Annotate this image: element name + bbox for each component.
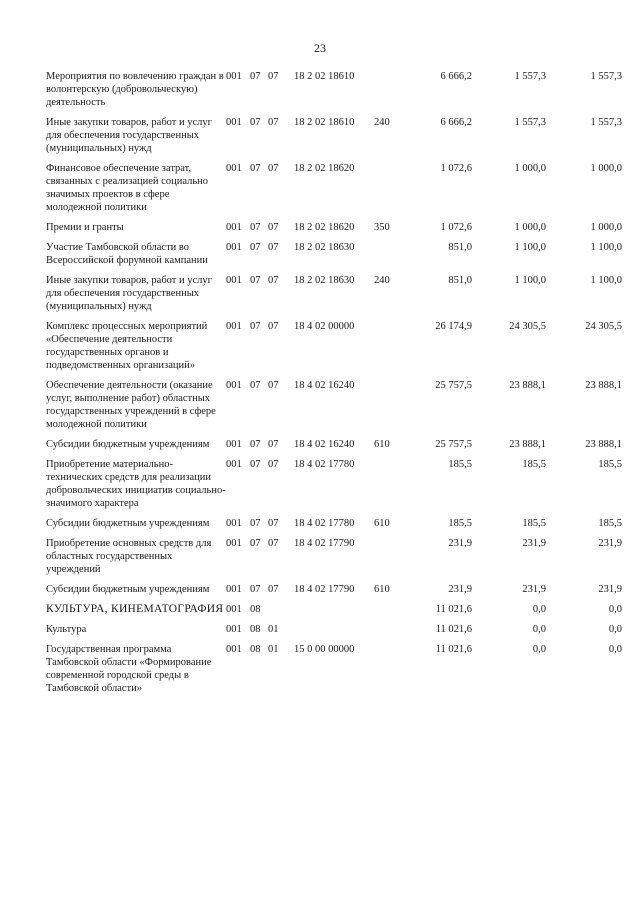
- row-amount-year1: 11 021,6: [435, 644, 472, 655]
- row-amount-year3: 0,0: [608, 624, 622, 635]
- row-ved: 001: [226, 604, 242, 615]
- row-name: Финансовое обеспечение затрат, связанных с реализацией социально значимых проектов в сфере молодежной политики: [46, 163, 208, 213]
- row-pr: 01: [268, 624, 279, 635]
- row-amount-year3: 24 305,5: [585, 321, 622, 332]
- row-vr: 610: [374, 439, 390, 450]
- row-amount-year1: 851,0: [448, 275, 472, 286]
- row-rz: 07: [250, 459, 261, 470]
- row-amount-year1: 11 021,6: [435, 624, 472, 635]
- row-amount-year1: 11 021,6: [435, 604, 472, 615]
- row-amount-year3: 23 888,1: [585, 380, 622, 391]
- row-name: Участие Тамбовской области во Всероссийской форумной кампании: [46, 242, 208, 266]
- row-amount-year3: 1 100,0: [590, 242, 622, 253]
- row-amount-year1: 25 757,5: [435, 439, 472, 450]
- row-amount-year2: 1 000,0: [514, 222, 546, 233]
- row-amount-year1: 1 072,6: [440, 222, 472, 233]
- row-amount-year2: 0,0: [532, 644, 546, 655]
- row-ved: 001: [226, 222, 242, 233]
- row-rz: 08: [250, 644, 261, 655]
- row-name: Государственная программа Тамбовской области «Формирование современной городской среды в Тамбовской области»: [46, 644, 212, 694]
- row-amount-year3: 0,0: [608, 604, 622, 615]
- row-amount-year2: 24 305,5: [509, 321, 546, 332]
- row-pr: 07: [268, 584, 279, 595]
- row-rz: 08: [250, 624, 261, 635]
- row-amount-year3: 0,0: [608, 644, 622, 655]
- row-amount-year2: 23 888,1: [509, 439, 546, 450]
- row-vr: 240: [374, 117, 390, 128]
- row-amount-year2: 1 557,3: [514, 117, 546, 128]
- row-vr: [374, 241, 404, 274]
- table-row: [46, 517, 622, 537]
- row-pr: 07: [268, 518, 279, 529]
- row-rz: 08: [250, 604, 261, 615]
- row-csr: 18 4 02 16240: [294, 380, 355, 391]
- row-rz: 07: [250, 584, 261, 595]
- row-vr: 240: [374, 275, 390, 286]
- row-name: Иные закупки товаров, работ и услуг для обеспечения государственных (муниципальных) нужд: [46, 117, 212, 154]
- row-rz: 07: [250, 439, 261, 450]
- row-ved: 001: [226, 242, 242, 253]
- row-amount-year2: 0,0: [532, 604, 546, 615]
- table-row: [46, 241, 622, 274]
- row-rz: 07: [250, 518, 261, 529]
- table-row: [46, 221, 622, 241]
- row-amount-year3: 185,5: [598, 518, 622, 529]
- row-csr: 18 2 02 18630: [294, 275, 355, 286]
- row-amount-year1: 851,0: [448, 242, 472, 253]
- row-name: Субсидии бюджетным учреждениям: [46, 584, 210, 595]
- row-csr: 18 4 02 17790: [294, 584, 355, 595]
- row-csr: 18 2 02 18610: [294, 117, 355, 128]
- row-amount-year1: 185,5: [448, 518, 472, 529]
- row-rz: 07: [250, 242, 261, 253]
- row-ved: 001: [226, 163, 242, 174]
- row-csr: 18 2 02 18620: [294, 222, 355, 233]
- row-pr: 07: [268, 439, 279, 450]
- row-amount-year2: 185,5: [522, 518, 546, 529]
- table-row: [46, 116, 622, 162]
- row-amount-year1: 185,5: [448, 459, 472, 470]
- row-name: Культура: [46, 624, 87, 635]
- row-csr: 18 4 02 17780: [294, 518, 355, 529]
- table-row: [46, 537, 622, 583]
- row-csr: 18 2 02 18610: [294, 71, 355, 82]
- row-pr: 07: [268, 380, 279, 391]
- row-rz: 07: [250, 538, 261, 549]
- row-csr: 15 0 00 00000: [294, 644, 355, 655]
- row-name: Субсидии бюджетным учреждениям: [46, 518, 210, 529]
- row-vr: 610: [374, 518, 390, 529]
- table-row: [46, 603, 622, 623]
- row-vr: [374, 320, 404, 379]
- row-csr: 18 2 02 18620: [294, 163, 355, 174]
- row-vr: [374, 70, 404, 116]
- table-row: [46, 274, 622, 320]
- row-amount-year3: 185,5: [598, 459, 622, 470]
- row-amount-year1: 25 757,5: [435, 380, 472, 391]
- row-pr: 07: [268, 117, 279, 128]
- row-vr: 350: [374, 222, 390, 233]
- row-pr: 01: [268, 644, 279, 655]
- row-vr: [374, 537, 404, 583]
- row-amount-year3: 23 888,1: [585, 439, 622, 450]
- row-pr: 07: [268, 222, 279, 233]
- row-ved: 001: [226, 644, 242, 655]
- row-rz: 07: [250, 222, 261, 233]
- row-ved: 001: [226, 380, 242, 391]
- row-amount-year1: 231,9: [448, 538, 472, 549]
- row-vr: [374, 162, 404, 221]
- row-csr: 18 4 02 17780: [294, 459, 355, 470]
- row-csr: [294, 623, 374, 643]
- row-vr: [374, 623, 404, 643]
- budget-table-body: [46, 70, 622, 702]
- row-vr: [374, 458, 404, 517]
- row-name: Комплекс процессных мероприятий «Обеспечение деятельности государственных органов и подведомственных организаций»: [46, 321, 208, 371]
- row-pr: 07: [268, 321, 279, 332]
- row-vr: [374, 379, 404, 438]
- budget-table: [46, 70, 622, 702]
- row-amount-year2: 231,9: [522, 584, 546, 595]
- row-ved: 001: [226, 459, 242, 470]
- row-amount-year3: 1 100,0: [590, 275, 622, 286]
- row-amount-year1: 231,9: [448, 584, 472, 595]
- row-amount-year2: 185,5: [522, 459, 546, 470]
- row-rz: 07: [250, 117, 261, 128]
- table-row: [46, 379, 622, 438]
- page-number: 23: [314, 41, 326, 55]
- row-pr: 07: [268, 242, 279, 253]
- row-pr: 07: [268, 538, 279, 549]
- row-amount-year3: 231,9: [598, 538, 622, 549]
- row-amount-year1: 1 072,6: [440, 163, 472, 174]
- row-ved: 001: [226, 439, 242, 450]
- table-row: [46, 643, 622, 702]
- row-name: Иные закупки товаров, работ и услуг для обеспечения государственных (муниципальных) нужд: [46, 275, 212, 312]
- row-ved: 001: [226, 117, 242, 128]
- row-rz: 07: [250, 380, 261, 391]
- row-pr: 07: [268, 163, 279, 174]
- row-ved: 001: [226, 71, 242, 82]
- row-amount-year1: 6 666,2: [440, 71, 472, 82]
- row-name: Приобретение материально-технических средств для реализации добровольческих инициатив социально-значимого характера: [46, 459, 226, 509]
- row-csr: 18 4 02 16240: [294, 439, 355, 450]
- table-row: [46, 70, 622, 116]
- row-name: Мероприятия по вовлечению граждан в волонтерскую (добровольческую) деятельность: [46, 71, 224, 108]
- row-ved: 001: [226, 518, 242, 529]
- row-csr: 18 4 02 17790: [294, 538, 355, 549]
- row-amount-year2: 231,9: [522, 538, 546, 549]
- row-amount-year3: 1 000,0: [590, 163, 622, 174]
- table-row: [46, 162, 622, 221]
- row-amount-year1: 6 666,2: [440, 117, 472, 128]
- row-rz: 07: [250, 321, 261, 332]
- row-amount-year2: 1 100,0: [514, 275, 546, 286]
- row-pr: 07: [268, 71, 279, 82]
- row-vr: 610: [374, 584, 390, 595]
- row-rz: 07: [250, 71, 261, 82]
- row-ved: 001: [226, 275, 242, 286]
- table-row: [46, 623, 622, 643]
- row-name: Приобретение основных средств для областных государственных учреждений: [46, 538, 212, 575]
- table-row: [46, 458, 622, 517]
- row-ved: 001: [226, 321, 242, 332]
- row-name: Обеспечение деятельности (оказание услуг, выполнение работ) областных государственных учреждений в сфере молодежной политики: [46, 380, 216, 430]
- row-pr: 07: [268, 459, 279, 470]
- row-amount-year2: 1 000,0: [514, 163, 546, 174]
- row-vr: [374, 643, 404, 702]
- table-row: [46, 320, 622, 379]
- row-csr: 18 2 02 18630: [294, 242, 355, 253]
- row-amount-year3: 231,9: [598, 584, 622, 595]
- row-name: КУЛЬТУРА, КИНЕМАТОГРАФИЯ: [46, 603, 224, 615]
- row-pr: 07: [268, 275, 279, 286]
- row-ved: 001: [226, 584, 242, 595]
- row-vr: [374, 603, 404, 623]
- row-amount-year2: 1 100,0: [514, 242, 546, 253]
- table-row: [46, 583, 622, 603]
- row-amount-year2: 1 557,3: [514, 71, 546, 82]
- table-row: [46, 438, 622, 458]
- row-amount-year1: 26 174,9: [435, 321, 472, 332]
- row-amount-year3: 1 557,3: [590, 71, 622, 82]
- row-ved: 001: [226, 538, 242, 549]
- row-ved: 001: [226, 624, 242, 635]
- row-name: Премии и гранты: [46, 222, 124, 233]
- row-amount-year2: 23 888,1: [509, 380, 546, 391]
- row-amount-year2: 0,0: [532, 624, 546, 635]
- row-amount-year3: 1 557,3: [590, 117, 622, 128]
- row-csr: [294, 603, 374, 623]
- row-rz: 07: [250, 163, 261, 174]
- row-pr: [268, 603, 294, 623]
- row-rz: 07: [250, 275, 261, 286]
- row-name: Субсидии бюджетным учреждениям: [46, 439, 210, 450]
- row-amount-year3: 1 000,0: [590, 222, 622, 233]
- row-csr: 18 4 02 00000: [294, 321, 355, 332]
